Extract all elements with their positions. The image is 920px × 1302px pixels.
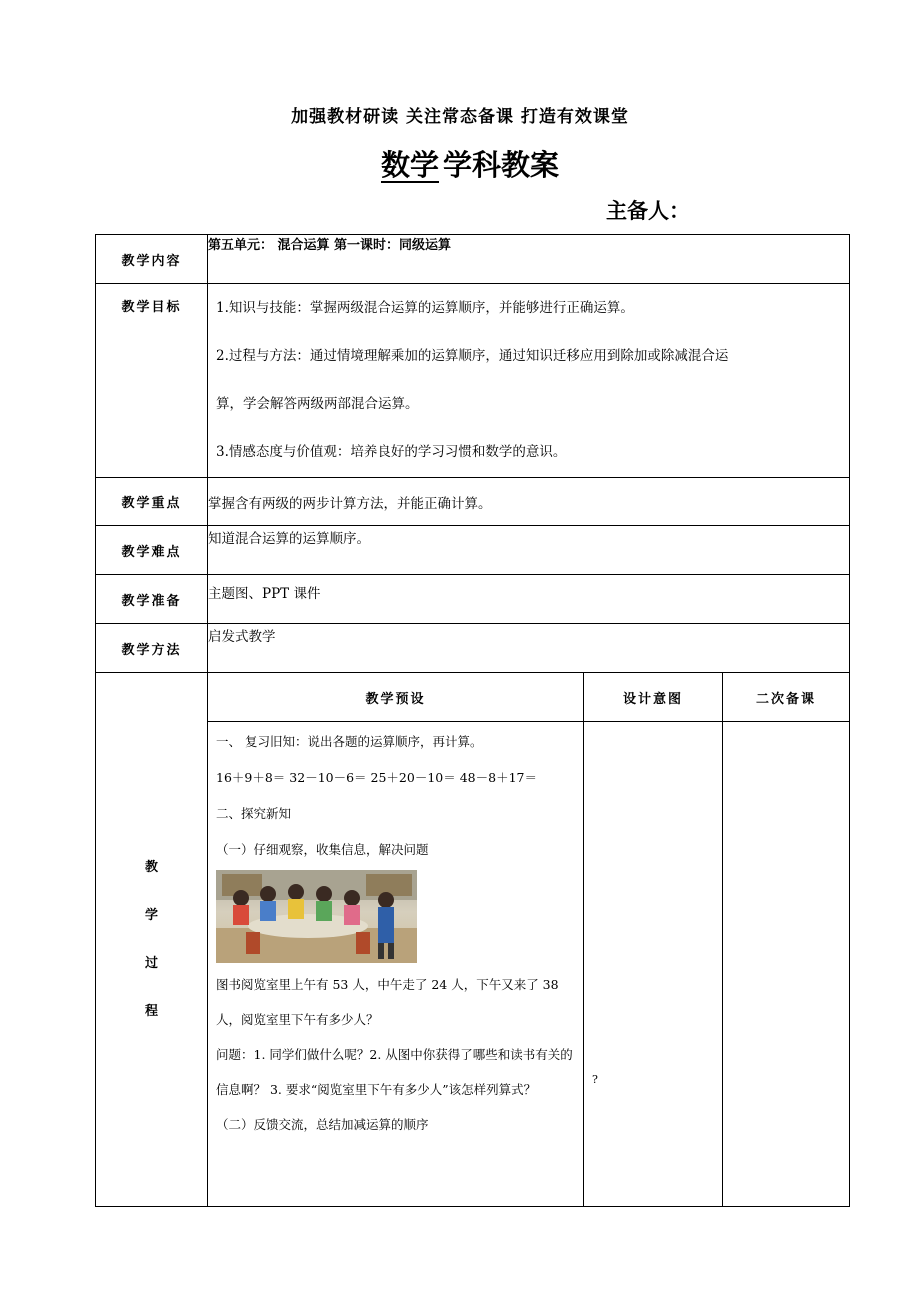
review-line: 一、 复习旧知：说出各题的运算顺序，再计算。 (216, 734, 483, 749)
method-value: 启发式教学 (208, 624, 850, 673)
slogan: 加强教材研读 关注常态备课 打造有效课堂 (291, 107, 629, 127)
row-difficulties (96, 526, 850, 575)
method-label: 教学方法 (96, 624, 208, 673)
row-content (96, 235, 850, 284)
goal-item: 3.情感态度与价值观：培养良好的学习习惯和数学的意识。 (216, 444, 567, 460)
preparation-value: 主题图、PPT 课件 (208, 575, 850, 624)
column-teaching-plan: 教学预设 (208, 673, 584, 722)
goals-list (208, 284, 850, 478)
design-intent-cell (584, 722, 723, 1207)
process-label-char: 过 (144, 955, 158, 971)
goal-item: 算，学会解答两级两部混合运算。 (216, 396, 419, 412)
teaching-plan-cell (208, 722, 584, 1207)
row-key-points (96, 478, 850, 526)
difficulties-value: 知道混合运算的运算顺序。 (208, 526, 850, 575)
observe-line: （一）仔细观察，收集信息，解决问题 (216, 842, 429, 857)
exercise-line: 16＋9＋8＝ 32－10－6＝ 25＋20－10＝ 48－8＋17＝ (216, 770, 537, 785)
key-points-value: 掌握含有两级的两步计算方法，并能正确计算。 (208, 478, 850, 526)
second-prep-cell (723, 722, 850, 1207)
questions-text: 问题：1. 同学们做什么呢？2. 从图中你获得了哪些和读书有关的信息啊？ 3. 要求“阅览室里下午有多少人”该怎样列算式？ (216, 1047, 573, 1097)
difficulties-label: 教学难点 (96, 526, 208, 575)
row-method (96, 624, 850, 673)
process-label-char: 学 (144, 907, 158, 923)
row-goals (96, 284, 850, 478)
lesson-plan-table (95, 234, 850, 1207)
goal-item: 2.过程与方法：通过情境理解乘加的运算顺序，通过知识迁移应用到除加或除减混合运 (216, 348, 729, 364)
preparation-label: 教学准备 (96, 575, 208, 624)
process-body-row (96, 722, 850, 1207)
classroom-illustration-icon (216, 870, 417, 963)
row-preparation (96, 575, 850, 624)
process-label-char: 教 (144, 859, 158, 875)
goal-item: 1.知识与技能：掌握两级混合运算的运算顺序，并能够进行正确运算。 (216, 300, 634, 316)
process-label (96, 673, 208, 1207)
explore-line: 二、探究新知 (216, 806, 292, 821)
content-label: 教学内容 (96, 235, 208, 284)
process-label-char: 程 (144, 1003, 158, 1019)
classroom-illustration (216, 870, 417, 963)
title-rest: 学科教案 (443, 148, 560, 182)
column-design-intent: 设计意图 (584, 673, 723, 722)
page-title (0, 143, 920, 184)
problem-text: 图书阅览室里上午有 53 人，中午走了 24 人，下午又来了 38 人，阅览室里下午有多少人？ (216, 977, 559, 1027)
process-header-row (96, 673, 850, 722)
goals-label: 教学目标 (96, 284, 208, 478)
key-points-label: 教学重点 (96, 478, 208, 526)
design-intent-mark: ? (592, 1073, 598, 1086)
preparer-label: 主备人： (606, 198, 690, 223)
subject-name: 数学 (380, 148, 439, 182)
feedback-line: （二）反馈交流，总结加减运算的顺序 (216, 1117, 429, 1132)
column-second-prep: 二次备课 (723, 673, 850, 722)
content-value: 第五单元： 混合运算 第一课时：同级运算 (208, 235, 850, 284)
